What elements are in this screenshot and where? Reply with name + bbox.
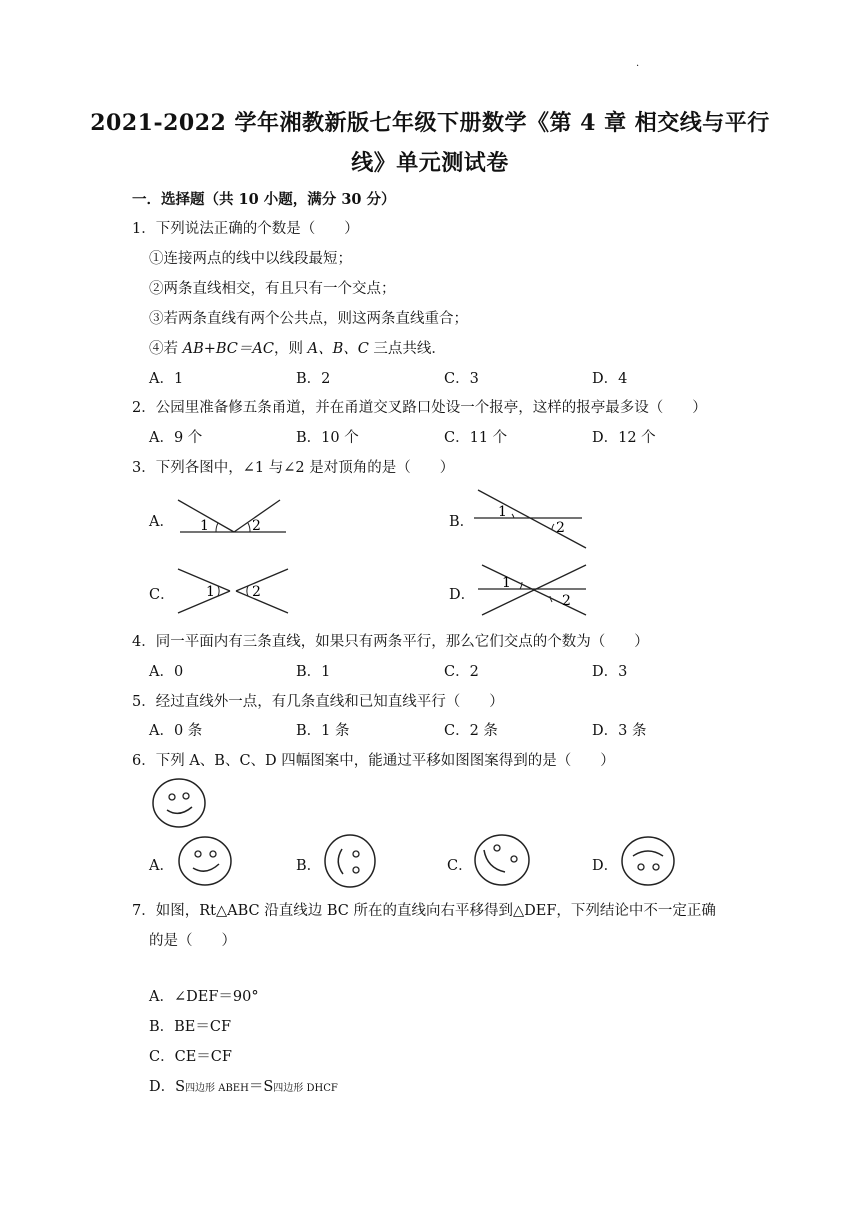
question-3-label-a: A． xyxy=(149,514,174,530)
question-1-stem: 1．下列说法正确的个数是（ ） xyxy=(132,221,359,237)
question-6-label-c: C． xyxy=(447,858,473,874)
question-3-figure-b xyxy=(472,486,590,552)
angle-label-1: 1 xyxy=(200,518,209,534)
question-2-option-a: A．9 个 xyxy=(149,430,203,446)
page-title-line1: 2021-2022 学年湘教新版七年级下册数学《第 4 章 相交线与平行 xyxy=(90,110,770,136)
question-1-statement-4: ④若 AB+BC＝AC，则 A、B、C 三点共线． xyxy=(149,341,446,357)
question-2-option-c: C．11 个 xyxy=(444,430,508,446)
smiley-reference-icon xyxy=(150,776,208,830)
angle-label-2: 2 xyxy=(252,584,261,600)
angle-label-2: 2 xyxy=(556,520,565,536)
question-6-label-a: A． xyxy=(149,858,174,874)
question-3-figure-c xyxy=(172,565,294,617)
question-1-option-a: A．1 xyxy=(149,371,184,387)
angle-label-1: 1 xyxy=(206,584,215,600)
question-7-stem-line1: 7．如图，Rt△ABC 沿直线边 BC 所在的直线向右平移得到△DEF，下列结论中不一定正确 xyxy=(132,903,716,919)
question-4-option-d: D．3 xyxy=(592,664,628,680)
page-title-line2: 线》单元测试卷 xyxy=(351,150,509,176)
question-7-option-b: B．BE＝CF xyxy=(149,1019,232,1035)
question-3-label-b: B． xyxy=(449,514,475,530)
question-7-option-c: C．CE＝CF xyxy=(149,1049,232,1065)
question-7-option-a: A．∠DEF＝90° xyxy=(149,989,259,1005)
question-5-stem: 5．经过直线外一点，有几条直线和已知直线平行（ ） xyxy=(132,694,504,710)
question-6-stem: 6．下列 A、B、C、D 四幅图案中，能通过平移如图图案得到的是（ ） xyxy=(132,753,615,769)
angle-label-1: 1 xyxy=(498,504,507,520)
angle-label-2: 2 xyxy=(252,518,261,534)
question-4-option-b: B．1 xyxy=(296,664,331,680)
question-3-label-d: D． xyxy=(449,587,476,603)
question-4-option-a: A．0 xyxy=(149,664,184,680)
question-1-statement-2: ②两条直线相交，有且只有一个交点； xyxy=(149,281,396,297)
question-4-option-c: C．2 xyxy=(444,664,479,680)
question-2-option-b: B．10 个 xyxy=(296,430,359,446)
question-5-option-c: C．2 条 xyxy=(444,723,498,739)
question-4-stem: 4．同一平面内有三条直线，如果只有两条平行，那么它们交点的个数为（ ） xyxy=(132,634,649,650)
angle-label-2: 2 xyxy=(562,593,571,609)
question-1-option-d: D．4 xyxy=(592,371,628,387)
question-3-label-c: C． xyxy=(149,587,175,603)
question-5-option-b: B．1 条 xyxy=(296,723,350,739)
question-7-option-d: D．S四边形 ABEH＝S四边形 DHCF xyxy=(149,1079,338,1095)
question-3-stem: 3．下列各图中，∠1 与∠2 是对顶角的是（ ） xyxy=(132,460,455,476)
smiley-option-b-icon xyxy=(322,832,378,890)
question-1-option-b: B．2 xyxy=(296,371,331,387)
question-2-stem: 2．公园里准备修五条甬道，并在甬道交叉路口处设一个报亭，这样的报亭最多设（ ） xyxy=(132,400,707,416)
section-heading: 一．选择题（共 10 小题，满分 30 分） xyxy=(132,191,396,208)
question-6-label-d: D． xyxy=(592,858,619,874)
question-3-figure-d xyxy=(474,561,590,619)
angle-label-1: 1 xyxy=(502,575,511,591)
question-1-option-c: C．3 xyxy=(444,371,479,387)
question-6-label-b: B． xyxy=(296,858,322,874)
question-1-statement-3: ③若两条直线有两个公共点，则这两条直线重合； xyxy=(149,311,468,327)
question-5-option-d: D．3 条 xyxy=(592,723,647,739)
smiley-option-a-icon xyxy=(176,834,234,888)
question-2-option-d: D．12 个 xyxy=(592,430,656,446)
smiley-option-c-icon xyxy=(472,832,532,888)
page-marker: . xyxy=(636,58,640,69)
question-3-figure-a xyxy=(172,492,290,540)
question-5-option-a: A．0 条 xyxy=(149,723,203,739)
question-7-stem-line2: 的是（ ） xyxy=(149,933,236,949)
question-1-statement-1: ①连接两点的线中以线段最短； xyxy=(149,251,352,267)
smiley-option-d-icon xyxy=(619,834,677,888)
